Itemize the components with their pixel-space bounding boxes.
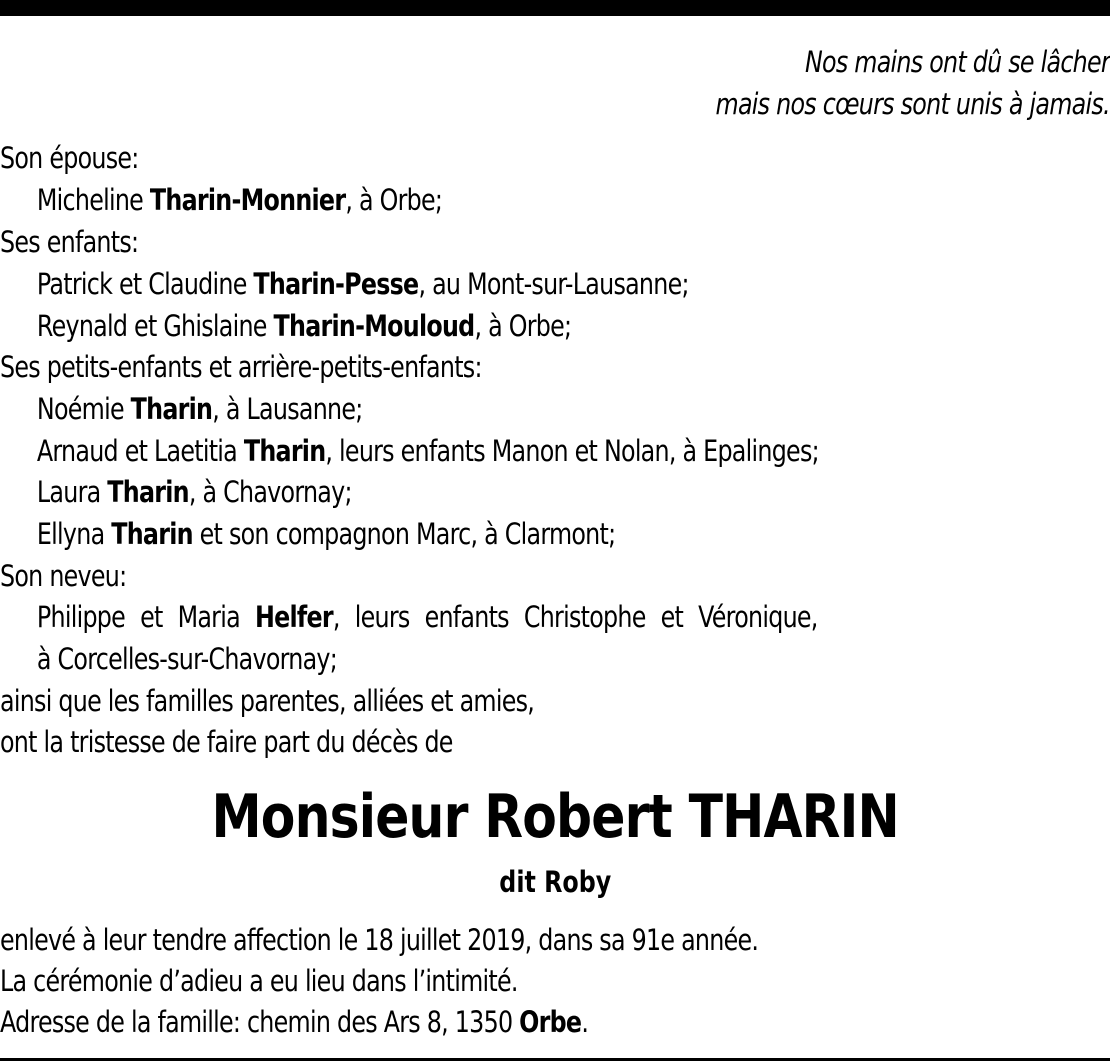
poem-line-1: Nos mains ont dû se lâcher	[804, 45, 1110, 79]
children-heading: Ses enfants:	[0, 225, 139, 259]
poem-line-2: mais nos cœurs sont unis à jamais.	[715, 87, 1110, 121]
bottom-rule	[0, 1058, 1110, 1061]
nephew-heading: Son neveu:	[0, 559, 127, 593]
spouse-heading: Son épouse:	[0, 141, 139, 175]
child-entry-2: Reynald et Ghislaine Tharin-Mouloud, à Orbe;	[36, 309, 572, 343]
spouse-entry: Micheline Tharin-Monnier, à Orbe;	[36, 183, 443, 217]
other-families: ainsi que les familles parentes, alliées et amies,	[0, 684, 535, 718]
nephew-entry: Philippe et Maria Helfer, leurs enfants Christophe et Véronique,	[36, 600, 818, 634]
grandchildren-heading: Ses petits-enfants et arrière-petits-enfants:	[0, 350, 482, 384]
closing-line-2: La cérémonie d’adieu a eu lieu dans l’intimité.	[0, 964, 518, 998]
announcement: ont la tristesse de faire part du décès de	[0, 725, 453, 759]
top-rule	[0, 0, 1110, 16]
deceased-nickname: dit Roby	[498, 865, 611, 899]
child-entry-1: Patrick et Claudine Tharin-Pesse, au Mont-sur-Lausanne;	[36, 267, 689, 301]
grandchild-entry-2: Arnaud et Laetitia Tharin, leurs enfants Manon et Nolan, à Epalinges;	[36, 434, 819, 468]
nephew-entry-cont: à Corcelles-sur-Chavornay;	[36, 642, 338, 676]
family-address: Adresse de la famille: chemin des Ars 8, 1350 Orbe.	[0, 1005, 589, 1039]
grandchild-entry-3: Laura Tharin, à Chavornay;	[36, 475, 352, 509]
deceased-name: Monsieur Robert THARIN	[211, 782, 899, 852]
closing-line-1: enlevé à leur tendre affection le 18 juillet 2019, dans sa 91e année.	[0, 923, 759, 957]
grandchild-entry-4: Ellyna Tharin et son compagnon Marc, à Clarmont;	[36, 517, 616, 551]
grandchild-entry-1: Noémie Tharin, à Lausanne;	[36, 392, 363, 426]
